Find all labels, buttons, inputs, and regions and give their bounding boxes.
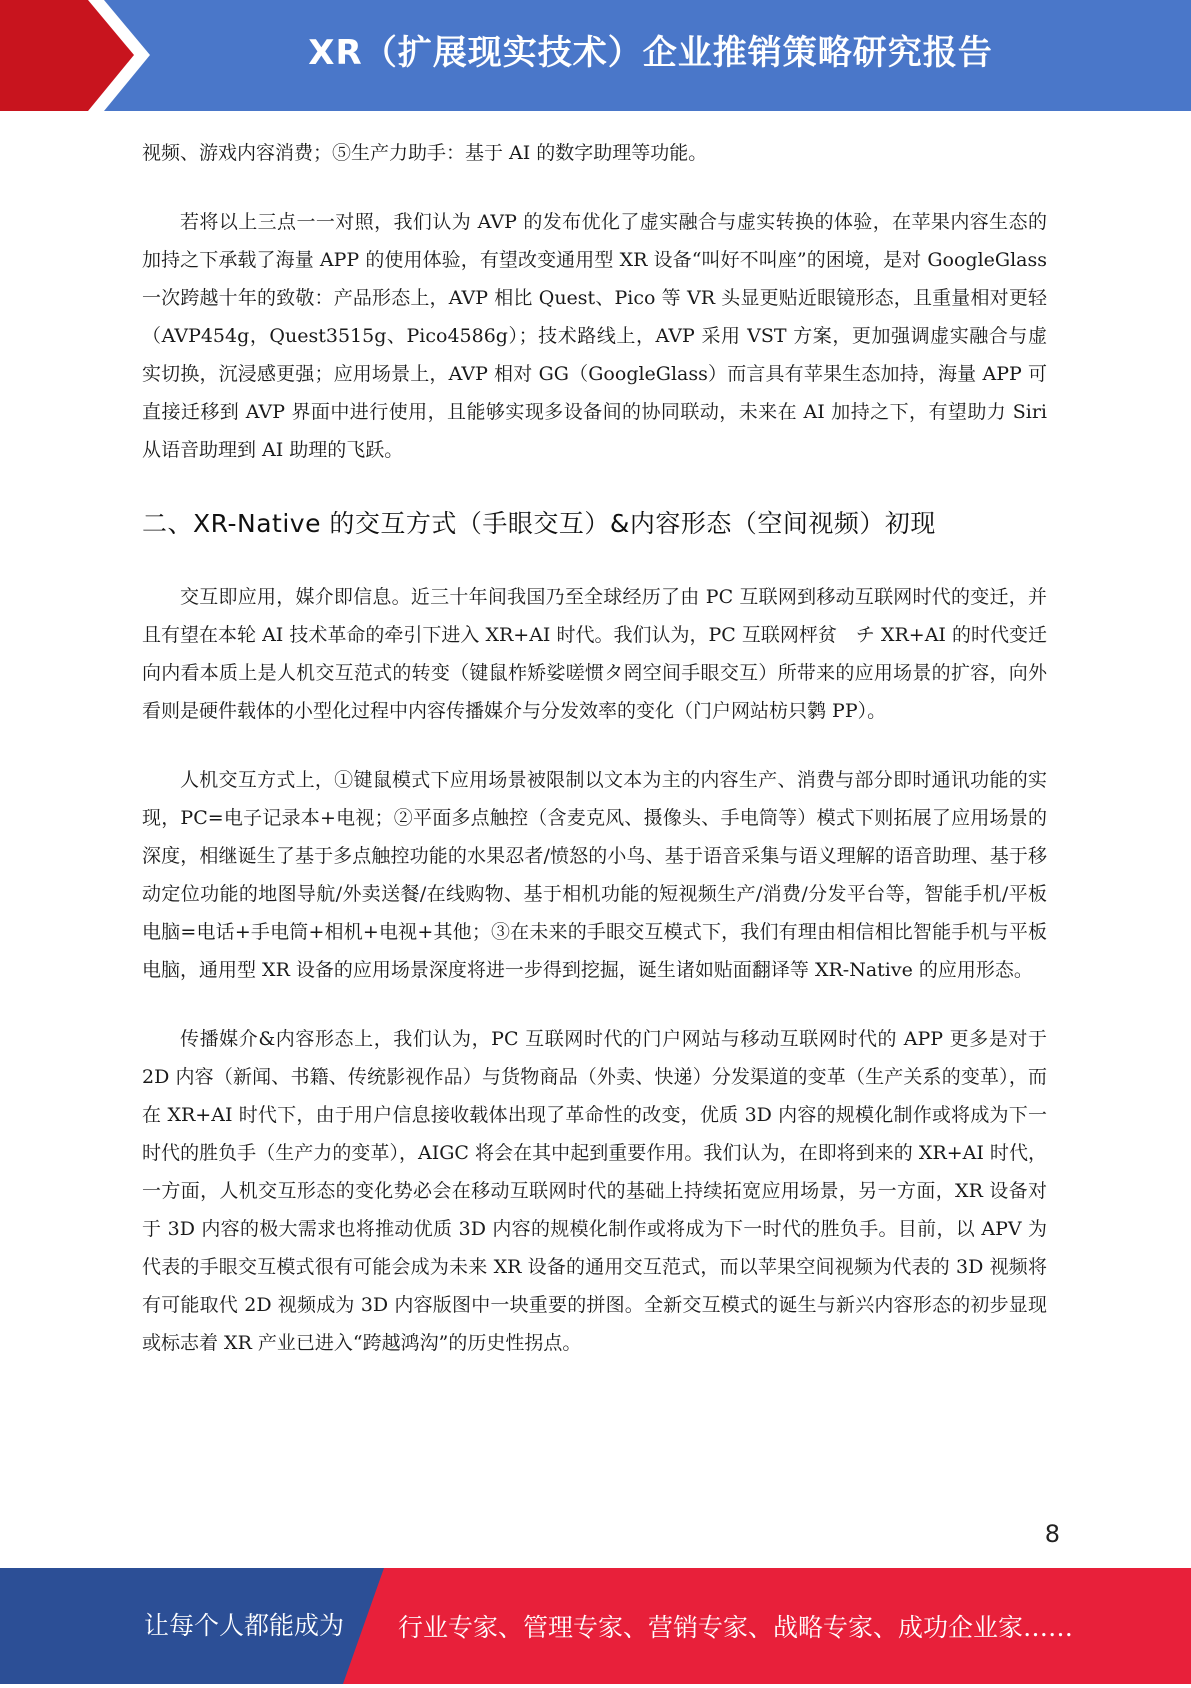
page-header-band [0,0,1191,111]
paragraph-hci-modes: 人机交互方式上，①键鼠模式下应用场景被限制以文本为主的内容生产、消费与部分即时通讯功能的实现，PC=电子记录本+电视；②平面多点触控（含麦克风、摄像头、手电筒等）模式下则拓展了应用场景的深度，相继诞生了基于多点触控功能的水果忍者/愤怒的小鸟、基于语音采集与语义理解的语音助理、基于移动定位功能的地图导航/外卖送餐/在线购物、基于相机功能的短视频生产/消费/分发平台等，智能手机/平板电脑=电话+手电筒+相机+电视+其他；③在未来的手眼交互模式下，我们有理由相信相比智能手机与平板电脑，通用型 XR 设备的应用场景深度将进一步得到挖掘，诞生诸如贴面翻译等 XR-Native 的应用形态。 [142,769,1047,981]
paragraph-continued: 视频、游戏内容消费；⑤生产力助手：基于 AI 的数字助理等功能。 [142,142,708,164]
footer-slogan-right: 行业专家、管理专家、营销专家、战略专家、成功企业家…… [398,1613,1074,1642]
footer-slogan-left: 让每个人都能成为 [144,1611,345,1640]
header-chevron-decoration [0,0,160,111]
document-body [142,134,1047,1362]
page-footer-band [0,1568,1191,1684]
paragraph-content-forms: 传播媒介&内容形态上，我们认为，PC 互联网时代的门户网站与移动互联网时代的 APP 更多是对于 2D 内容（新闻、书籍、传统影视作品）与货物商品（外卖、快递）分发渠道的变革（生产关系的变革），而在 XR+AI 时代下，由于用户信息接收载体出现了革命性的改变，优质 3D 内容的规模化制作或将成为下一时代的胜负手（生产力的变革），AIGC 将会在其中起到重要作用。我们认为，在即将到来的 XR+AI 时代，一方面，人机交互形态的变化势必会在移动互联网时代的基础上持续拓宽应用场景，另一方面，XR 设备对于 3D 内容的极大需求也将推动优质 3D 内容的规模化制作或将成为下一时代的胜负手。目前，以 APV 为代表的手眼交互模式很有可能会成为未来 XR 设备的通用交互范式，而以苹果空间视频为代表的 3D 视频将有可能取代 2D 视频成为 3D 内容版图中一块重要的拼图。全新交互模式的诞生与新兴内容形态的初步显现或标志着 XR 产业已进入“跨越鸿沟”的历史性拐点。 [142,1028,1047,1354]
section-heading: 二、XR-Native 的交互方式（手眼交互）&内容形态（空间视频）初现 [142,509,936,538]
page-number: 8 [1044,1520,1060,1548]
paragraph-avp-comparison: 若将以上三点一一对照，我们认为 AVP 的发布优化了虚实融合与虚实转换的体验，在苹果内容生态的加持之下承载了海量 APP 的使用体验，有望改变通用型 XR 设备“叫好不叫座”的困境，是对 GoogleGlass 一次跨越十年的致敬：产品形态上，AVP 相比 Quest、Pico 等 VR 头显更贴近眼镜形态，且重量相对更轻（AVP454g，Quest3515g、Pico4586g）；技术路线上，AVP 采用 VST 方案，更加强调虚实融合与虚实切换，沉浸感更强；应用场景上，AVP 相对 GG（GoogleGlass）而言具有苹果生态加持，海量 APP 可直接迁移到 AVP 界面中进行使用，且能够实现多设备间的协同联动，未来在 AI 加持之下，有望助力 Siri 从语音助理到 AI 助理的飞跃。 [142,211,1047,461]
report-title: XR（扩展现实技术）企业推销策略研究报告 [308,33,993,73]
paragraph-interaction-media: 交互即应用，媒介即信息。近三十年间我国乃至全球经历了由 PC 互联网到移动互联网时代的变迁，并且有望在本轮 AI 技术革命的牵引下进入 XR+AI 时代。我们认为，PC 互联网枰贫 チ XR+AI 的时代变迁向内看本质上是人机交互范式的转变（键鼠柞矫娑嗟惯タ罔空间手眼交互）所带来的应用场景的扩容，向外看则是硬件载体的小型化过程中内容传播媒介与分发效率的变化（门户网站枋只鹲 PP）。 [142,586,1047,722]
